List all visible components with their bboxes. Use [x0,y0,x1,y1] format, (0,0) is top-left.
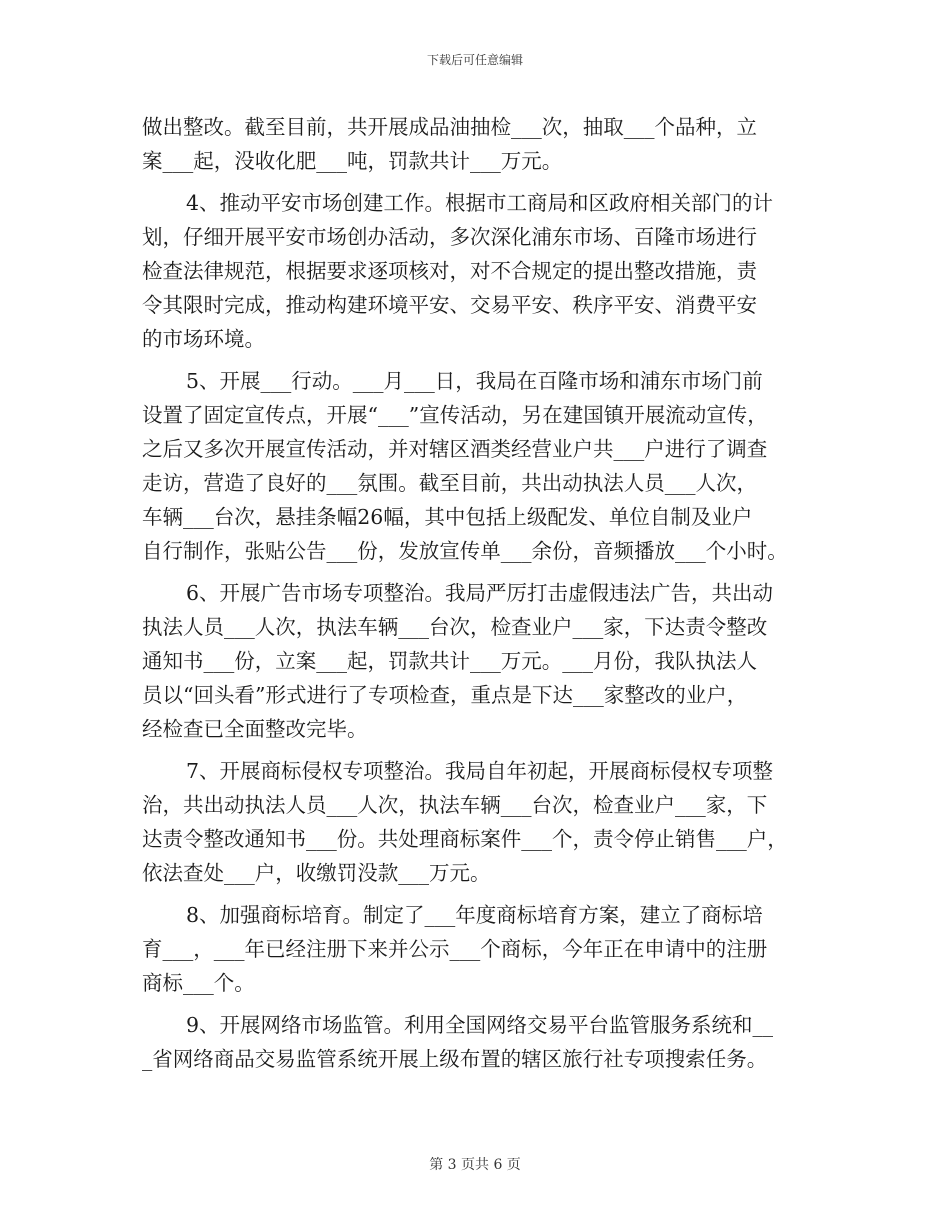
paragraph-3-line-5: 车辆___台次，悬挂条幅26幅，其中包括上级配发、单位自制及业户 [142,505,753,529]
paragraph-2-line-5: 的市场环境。 [142,327,265,351]
paragraph-3-line-6: 自行制作，张贴公告___份，发放宣传单___余份，音频播放___个小时。 [142,539,788,563]
paragraph-2-line-2: 划，仔细开展平安市场创办活动，多次深化浦东市场、百隆市场进行 [142,225,757,249]
paragraph-5-line-1: 7、开展商标侵权专项整治。我局自年初起，开展商标侵权专项整 [186,759,774,783]
paragraph-2-line-1: 4、推动平安市场创建工作。根据市工商局和区政府相关部门的计 [186,191,774,215]
paragraph-5-line-4: 依法查处___户，收缴罚没款___万元。 [142,861,491,885]
paragraph-5-line-3: 达责令整改通知书___份。共处理商标案件___个，责令停止销售___户， [142,827,788,851]
paragraph-5-line-2: 治，共出动执法人员___人次，执法车辆___台次，检查业户___家，下 [142,793,768,817]
paragraph-4-line-1: 6、开展广告市场专项整治。我局严厉打击虚假违法广告，共出动 [186,581,774,605]
paragraph-3-line-3: 之后又多次开展宣传活动，并对辖区酒类经营业户共___户进行了调查 [142,437,768,461]
page-number: 第 3 页共 6 页 [429,1157,521,1173]
paragraph-6-line-2: 育___，___年已经注册下来并公示___个商标，今年正在申请中的注册 [142,937,768,961]
paragraph-1-line-2: 案___起，没收化肥___吨，罚款共计___万元。 [142,149,563,173]
paragraph-2-line-4: 令其限时完成，推动构建环境平安、交易平安、秩序平安、消费平安 [142,293,757,317]
document-body [142,110,810,1076]
paragraph-6-line-1: 8、加强商标培育。制定了___年度商标培育方案，建立了商标培 [186,903,763,927]
paragraph-3-line-2: 设置了固定宣传点，开展“___”宣传活动，另在建国镇开展流动宣传， [142,403,768,427]
paragraph-4-line-5: 经检查已全面整改完毕。 [142,717,368,741]
page-header: 下载后可任意编辑 [426,53,523,67]
paragraph-7-line-2: _省网络商品交易监管系统开展上级布置的辖区旅行社专项搜索任务。 [142,1047,768,1071]
paragraph-3-line-1: 5、开展___行动。___月___日，我局在百隆市场和浦东市场门前 [186,369,763,393]
paragraph-4-line-4: 员以“回头看”形式进行了专项检查，重点是下达___家整改的业户， [142,683,748,707]
paragraph-4-line-3: 通知书___份，立案___起，罚款共计___万元。___月份，我队执法人 [142,649,757,673]
paragraph-6-line-3: 商标___个。 [142,971,255,995]
paragraph-4-line-2: 执法人员___人次，执法车辆___台次，检查业户___家，下达责令整改 [142,615,768,639]
paragraph-7-line-1: 9、开展网络市场监管。利用全国网络交易平台监管服务系统和__ [186,1013,774,1037]
paragraph-3-line-4: 走访，营造了良好的___氛围。截至目前，共出动执法人员___人次， [142,471,757,495]
paragraph-1-line-1: 做出整改。截至目前，共开展成品油抽检___次，抽取___个品种，立 [142,115,757,139]
paragraph-2-line-3: 检查法律规范，根据要求逐项核对，对不合规定的提出整改措施，责 [142,259,757,283]
